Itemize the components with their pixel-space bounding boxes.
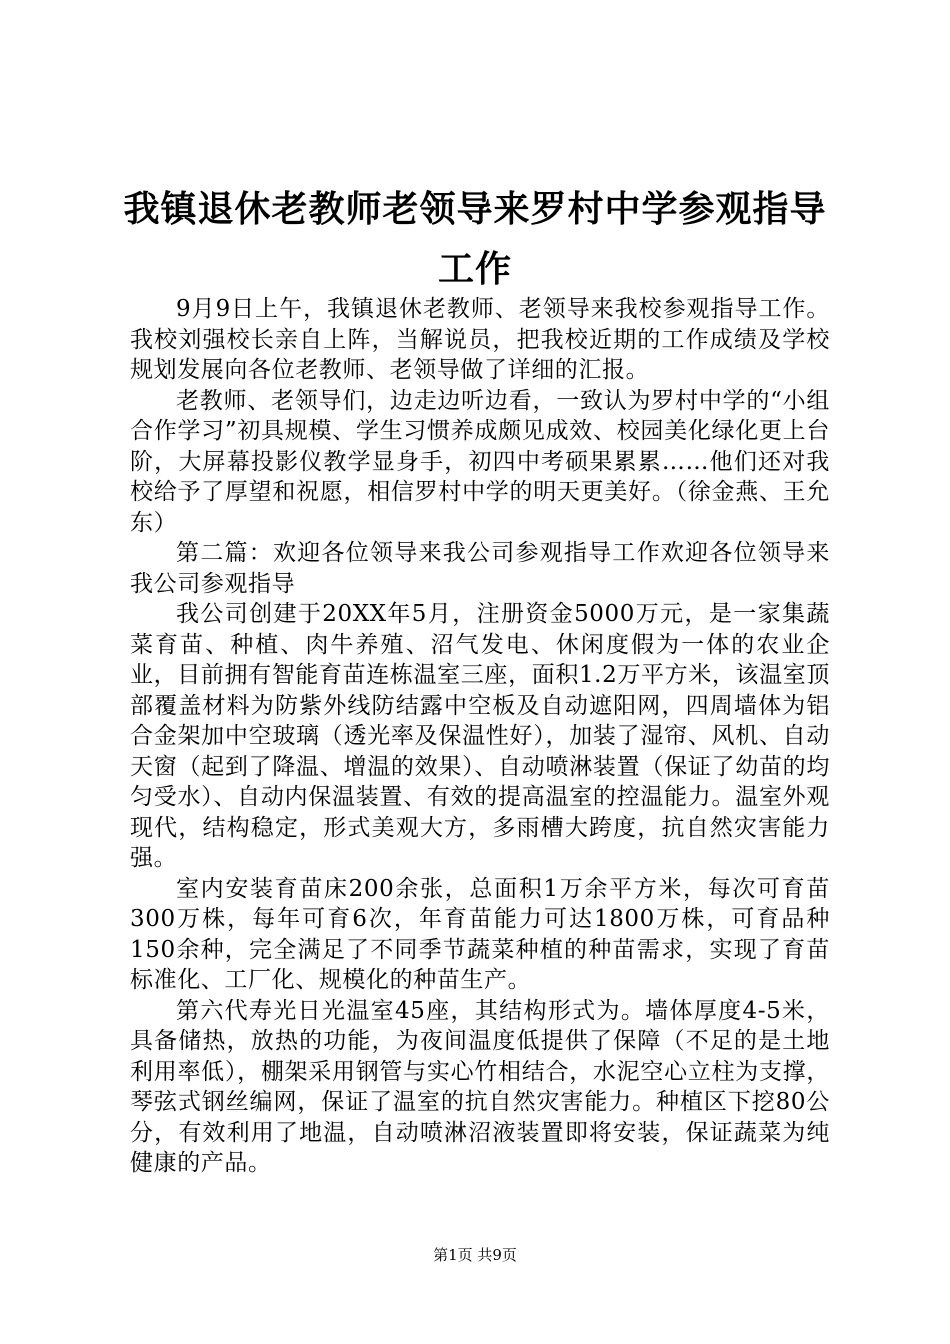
paragraph-6: 第六代寿光日光温室45座，其结构形式为。墙体厚度4-5米，具备储热，放热的功能，为夜间温度低提供了保障（不足的是土地利用率低），棚架采用钢管与实心竹相结合，水泥空心立柱为支撑，琴弦式钢丝编网，保证了温室的抗自然灾害能力。种植区下挖80公分，有效利用了地温，自动喷淋沼液装置即将安装，保证蔬菜为纯健康的产品。 bbox=[130, 997, 830, 1176]
document-title: 我镇退休老教师老领导来罗村中学参观指导工作 bbox=[123, 189, 827, 290]
page-number-footer: 第1页 共9页 bbox=[433, 1246, 517, 1264]
paragraph-4: 我公司创建于20XX年5月，注册资金5000万元，是一家集蔬菜育苗、种植、肉牛养殖、沼气发电、休闲度假为一体的农业企业，目前拥有智能育苗连栋温室三座，面积1.2万平方米，该温室顶部覆盖材料为防紫外线防结露中空板及自动遮阳网，四周墙体为铝合金架加中空玻璃（透光率及保温性好），加装了湿帘、风机、自动天窗（起到了降温、增温的效果）、自动喷淋装置（保证了幼苗的均匀受水）、自动内保温装置、有效的提高温室的控温能力。温室外观现代，结构稳定，形式美观大方，多雨槽大跨度，抗自然灾害能力强。 bbox=[130, 601, 830, 871]
paragraph-5: 室内安装育苗床200余张，总面积1万余平方米，每次可育苗300万株，每年可育6次，年育苗能力可达1800万株，可育品种150余种，完全满足了不同季节蔬菜种植的种苗需求，实现了育苗标准化、工厂化、规模化的种苗生产。 bbox=[130, 875, 830, 993]
paragraph-2: 老教师、老领导们，边走边听边看，一致认为罗村中学的“小组合作学习”初具规模、学生习惯养成颇见成效、校园美化绿化更上台阶，大屏幕投影仪教学显身手，初四中考硕果累累……他们还对我校给予了厚望和祝愿，相信罗村中学的明天更美好。（徐金燕、王允东） bbox=[130, 387, 830, 536]
paragraph-3: 第二篇：欢迎各位领导来我公司参观指导工作欢迎各位领导来我公司参观指导 bbox=[130, 540, 830, 597]
document-body bbox=[130, 294, 830, 1179]
paragraph-1: 9月9日上午，我镇退休老教师、老领导来我校参观指导工作。我校刘强校长亲自上阵，当解说员，把我校近期的工作成绩及学校规划发展向各位老教师、老领导做了详细的汇报。 bbox=[130, 296, 830, 383]
